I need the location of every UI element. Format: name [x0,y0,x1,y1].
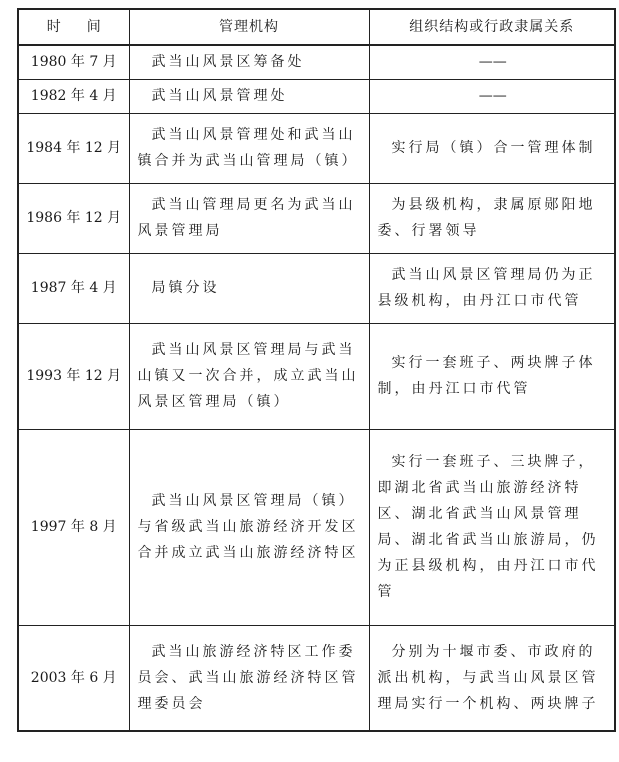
cell-time: 1982 年 4 月 [18,79,129,113]
header-row [18,9,615,45]
cell-org: 武当山旅游经济特区工作委员会、武当山旅游经济特区管理委员会 [129,625,369,731]
cell-org: 武当山风景区筹备处 [129,45,369,79]
table-row [18,183,615,253]
table-header [18,9,615,45]
cell-relation: 分别为十堰市委、市政府的派出机构，与武当山风景区管理局实行一个机构、两块牌子 [369,625,615,731]
cell-org: 武当山风景区管理局（镇）与省级武当山旅游经济开发区合并成立武当山旅游经济特区 [129,429,369,625]
cell-org: 武当山风景管理处和武当山镇合并为武当山管理局（镇） [129,113,369,183]
cell-time: 1997 年 8 月 [18,429,129,625]
table-row [18,625,615,731]
header-relation: 组织结构或行政隶属关系 [369,9,615,45]
cell-relation: 实行局（镇）合一管理体制 [369,113,615,183]
cell-time: 1987 年 4 月 [18,253,129,323]
table-row [18,45,615,79]
cell-relation: 为县级机构，隶属原郧阳地委、行署领导 [369,183,615,253]
table-row [18,429,615,625]
cell-relation: —— [369,79,615,113]
cell-org: 武当山管理局更名为武当山风景管理局 [129,183,369,253]
cell-time: 2003 年 6 月 [18,625,129,731]
header-org: 管理机构 [129,9,369,45]
cell-relation: —— [369,45,615,79]
table-row [18,323,615,429]
cell-org: 武当山风景管理处 [129,79,369,113]
cell-relation: 实行一套班子、两块牌子体制，由丹江口市代管 [369,323,615,429]
admin-history-table [17,8,616,732]
table-body [18,45,615,731]
cell-org: 武当山风景区管理局与武当山镇又一次合并，成立武当山风景区管理局（镇） [129,323,369,429]
cell-time: 1984 年 12 月 [18,113,129,183]
cell-relation: 武当山风景区管理局仍为正县级机构，由丹江口市代管 [369,253,615,323]
cell-org: 局镇分设 [129,253,369,323]
cell-time: 1993 年 12 月 [18,323,129,429]
cell-time: 1986 年 12 月 [18,183,129,253]
table-row [18,79,615,113]
table-row [18,253,615,323]
cell-time: 1980 年 7 月 [18,45,129,79]
table-row [18,113,615,183]
header-time: 时间 [18,9,129,45]
cell-relation: 实行一套班子、三块牌子，即湖北省武当山旅游经济特区、湖北省武当山风景管理局、湖北省武当山旅游局，仍为正县级机构，由丹江口市代管 [369,429,615,625]
